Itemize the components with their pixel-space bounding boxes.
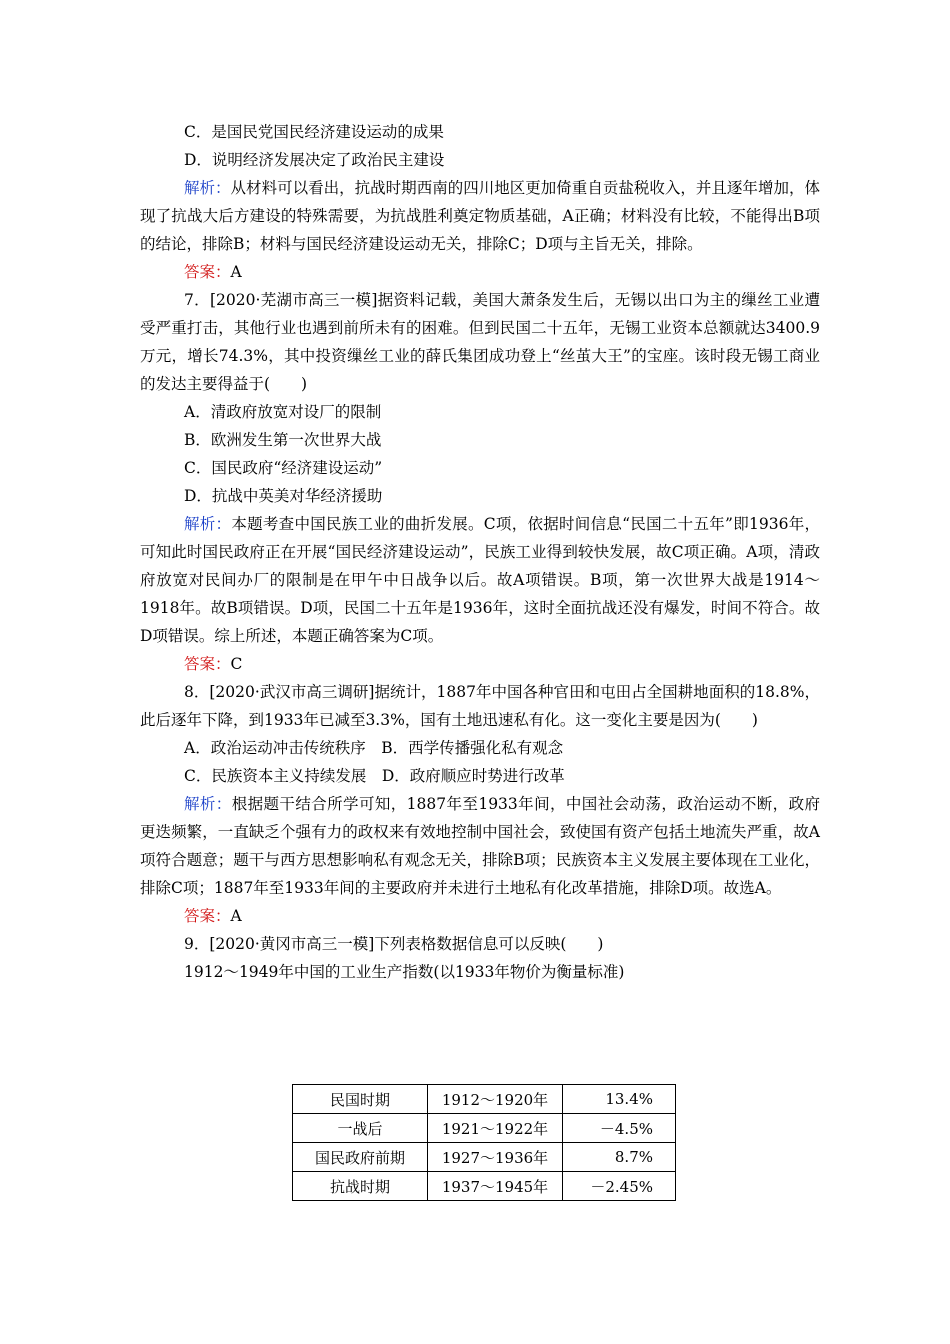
table-row	[293, 1143, 676, 1172]
industrial-index-table	[292, 1084, 676, 1201]
table-cell: 国民政府前期	[293, 1143, 428, 1172]
table-row	[293, 1172, 676, 1201]
q6-option-d: D．说明经济发展决定了政治民主建设	[184, 151, 445, 169]
answer-label: 答案：	[184, 907, 231, 925]
analysis-label: 解析：	[184, 795, 232, 813]
analysis-text: 从材料可以看出，抗战时期西南的四川地区更加倚重自贡盐税收入，并且逐年增加，体现了抗战大后方建设的特殊需要，为抗战胜利奠定物质基础，A正确；材料没有比较，不能得出B项的结论，排除B；材料与国民经济建设运动无关，排除C；D项与主旨无关，排除。	[140, 179, 820, 253]
answer-label: 答案：	[184, 263, 231, 281]
q6-answer	[140, 258, 820, 286]
q7-option-b: B．欧洲发生第一次世界大战	[184, 431, 382, 449]
q8-answer	[140, 902, 820, 930]
table-cell: 抗战时期	[293, 1172, 428, 1201]
q7-answer	[140, 650, 820, 678]
q6-option-c: C．是国民党国民经济建设运动的成果	[184, 123, 444, 141]
table-cell: 民国时期	[293, 1085, 428, 1114]
analysis-text: 根据题干结合所学可知，1887年至1933年间，中国社会动荡，政治运动不断，政府更迭频繁，一直缺乏个强有力的政权来有效地控制中国社会，致使国有资产包括土地流失严重，故A项符合题意；题干与西方思想影响私有观念无关，排除B项；民族资本主义发展主要体现在工业化，排除C项；1887年至1933年间的主要政府并未进行土地私有化改革措施，排除D项。故选A。	[140, 795, 820, 897]
table-cell: 1912～1920年	[428, 1085, 563, 1114]
answer-value: A	[230, 263, 242, 281]
q7-analysis	[140, 510, 820, 650]
q8-stem: 8．[2020·武汉市高三调研]据统计，1887年中国各种官田和屯田占全国耕地面积的18.8%，此后逐年下降，到1933年已减至3.3%，国有土地迅速私有化。这一变化主要是因为( )	[140, 683, 820, 729]
table-cell: 13.4%	[563, 1085, 676, 1114]
q7-option-d: D．抗战中英美对华经济援助	[184, 487, 383, 505]
q9-table-caption: 1912～1949年中国的工业生产指数(以1933年物价为衡量标准)	[184, 963, 625, 981]
q9-stem: 9．[2020·黄冈市高三一模]下列表格数据信息可以反映( )	[184, 935, 604, 953]
analysis-text: 本题考查中国民族工业的曲折发展。C项，依据时间信息“民国二十五年”即1936年，可知此时国民政府正在开展“国民经济建设运动”，民族工业得到较快发展，故C项正确。A项，清政府放宽对民间办厂的限制是在甲午中日战争以后。故A项错误。B项，第一次世界大战是1914～1918年。故B项错误。D项，民国二十五年是1936年，这时全面抗战还没有爆发，时间不符合。故D项错误。综上所述，本题正确答案为C项。	[140, 515, 820, 645]
q8-options-ab: A．政治运动冲击传统秩序 B．西学传播强化私有观念	[184, 739, 564, 757]
q7-stem: 7．[2020·芜湖市高三一模]据资料记载，美国大萧条发生后，无锡以出口为主的缫丝工业遭受严重打击，其他行业也遇到前所未有的困难。但到民国二十五年，无锡工业资本总额就达3400.9万元，增长74.3%，其中投资缫丝工业的薛氏集团成功登上“丝茧大王”的宝座。该时段无锡工商业的发达主要得益于( )	[140, 291, 820, 393]
q8-analysis	[140, 790, 820, 902]
table-cell: 8.7%	[563, 1143, 676, 1172]
answer-value: A	[230, 907, 242, 925]
q8-options-cd: C．民族资本主义持续发展 D．政府顺应时势进行改革	[184, 767, 565, 785]
table-row	[293, 1114, 676, 1143]
table-row	[293, 1085, 676, 1114]
analysis-label: 解析：	[184, 179, 231, 197]
table-cell: 1927～1936年	[428, 1143, 563, 1172]
q7-option-a: A．清政府放宽对设厂的限制	[184, 403, 382, 421]
q6-analysis	[140, 174, 820, 258]
table-cell: 1921～1922年	[428, 1114, 563, 1143]
table-cell: 一战后	[293, 1114, 428, 1143]
answer-value: C	[230, 655, 243, 673]
table-cell: －4.5%	[563, 1114, 676, 1143]
document-page	[140, 118, 820, 986]
analysis-label: 解析：	[184, 515, 232, 533]
answer-label: 答案：	[184, 655, 231, 673]
q7-option-c: C．国民政府“经济建设运动”	[184, 459, 383, 477]
table-cell: 1937～1945年	[428, 1172, 563, 1201]
table-cell: －2.45%	[563, 1172, 676, 1201]
